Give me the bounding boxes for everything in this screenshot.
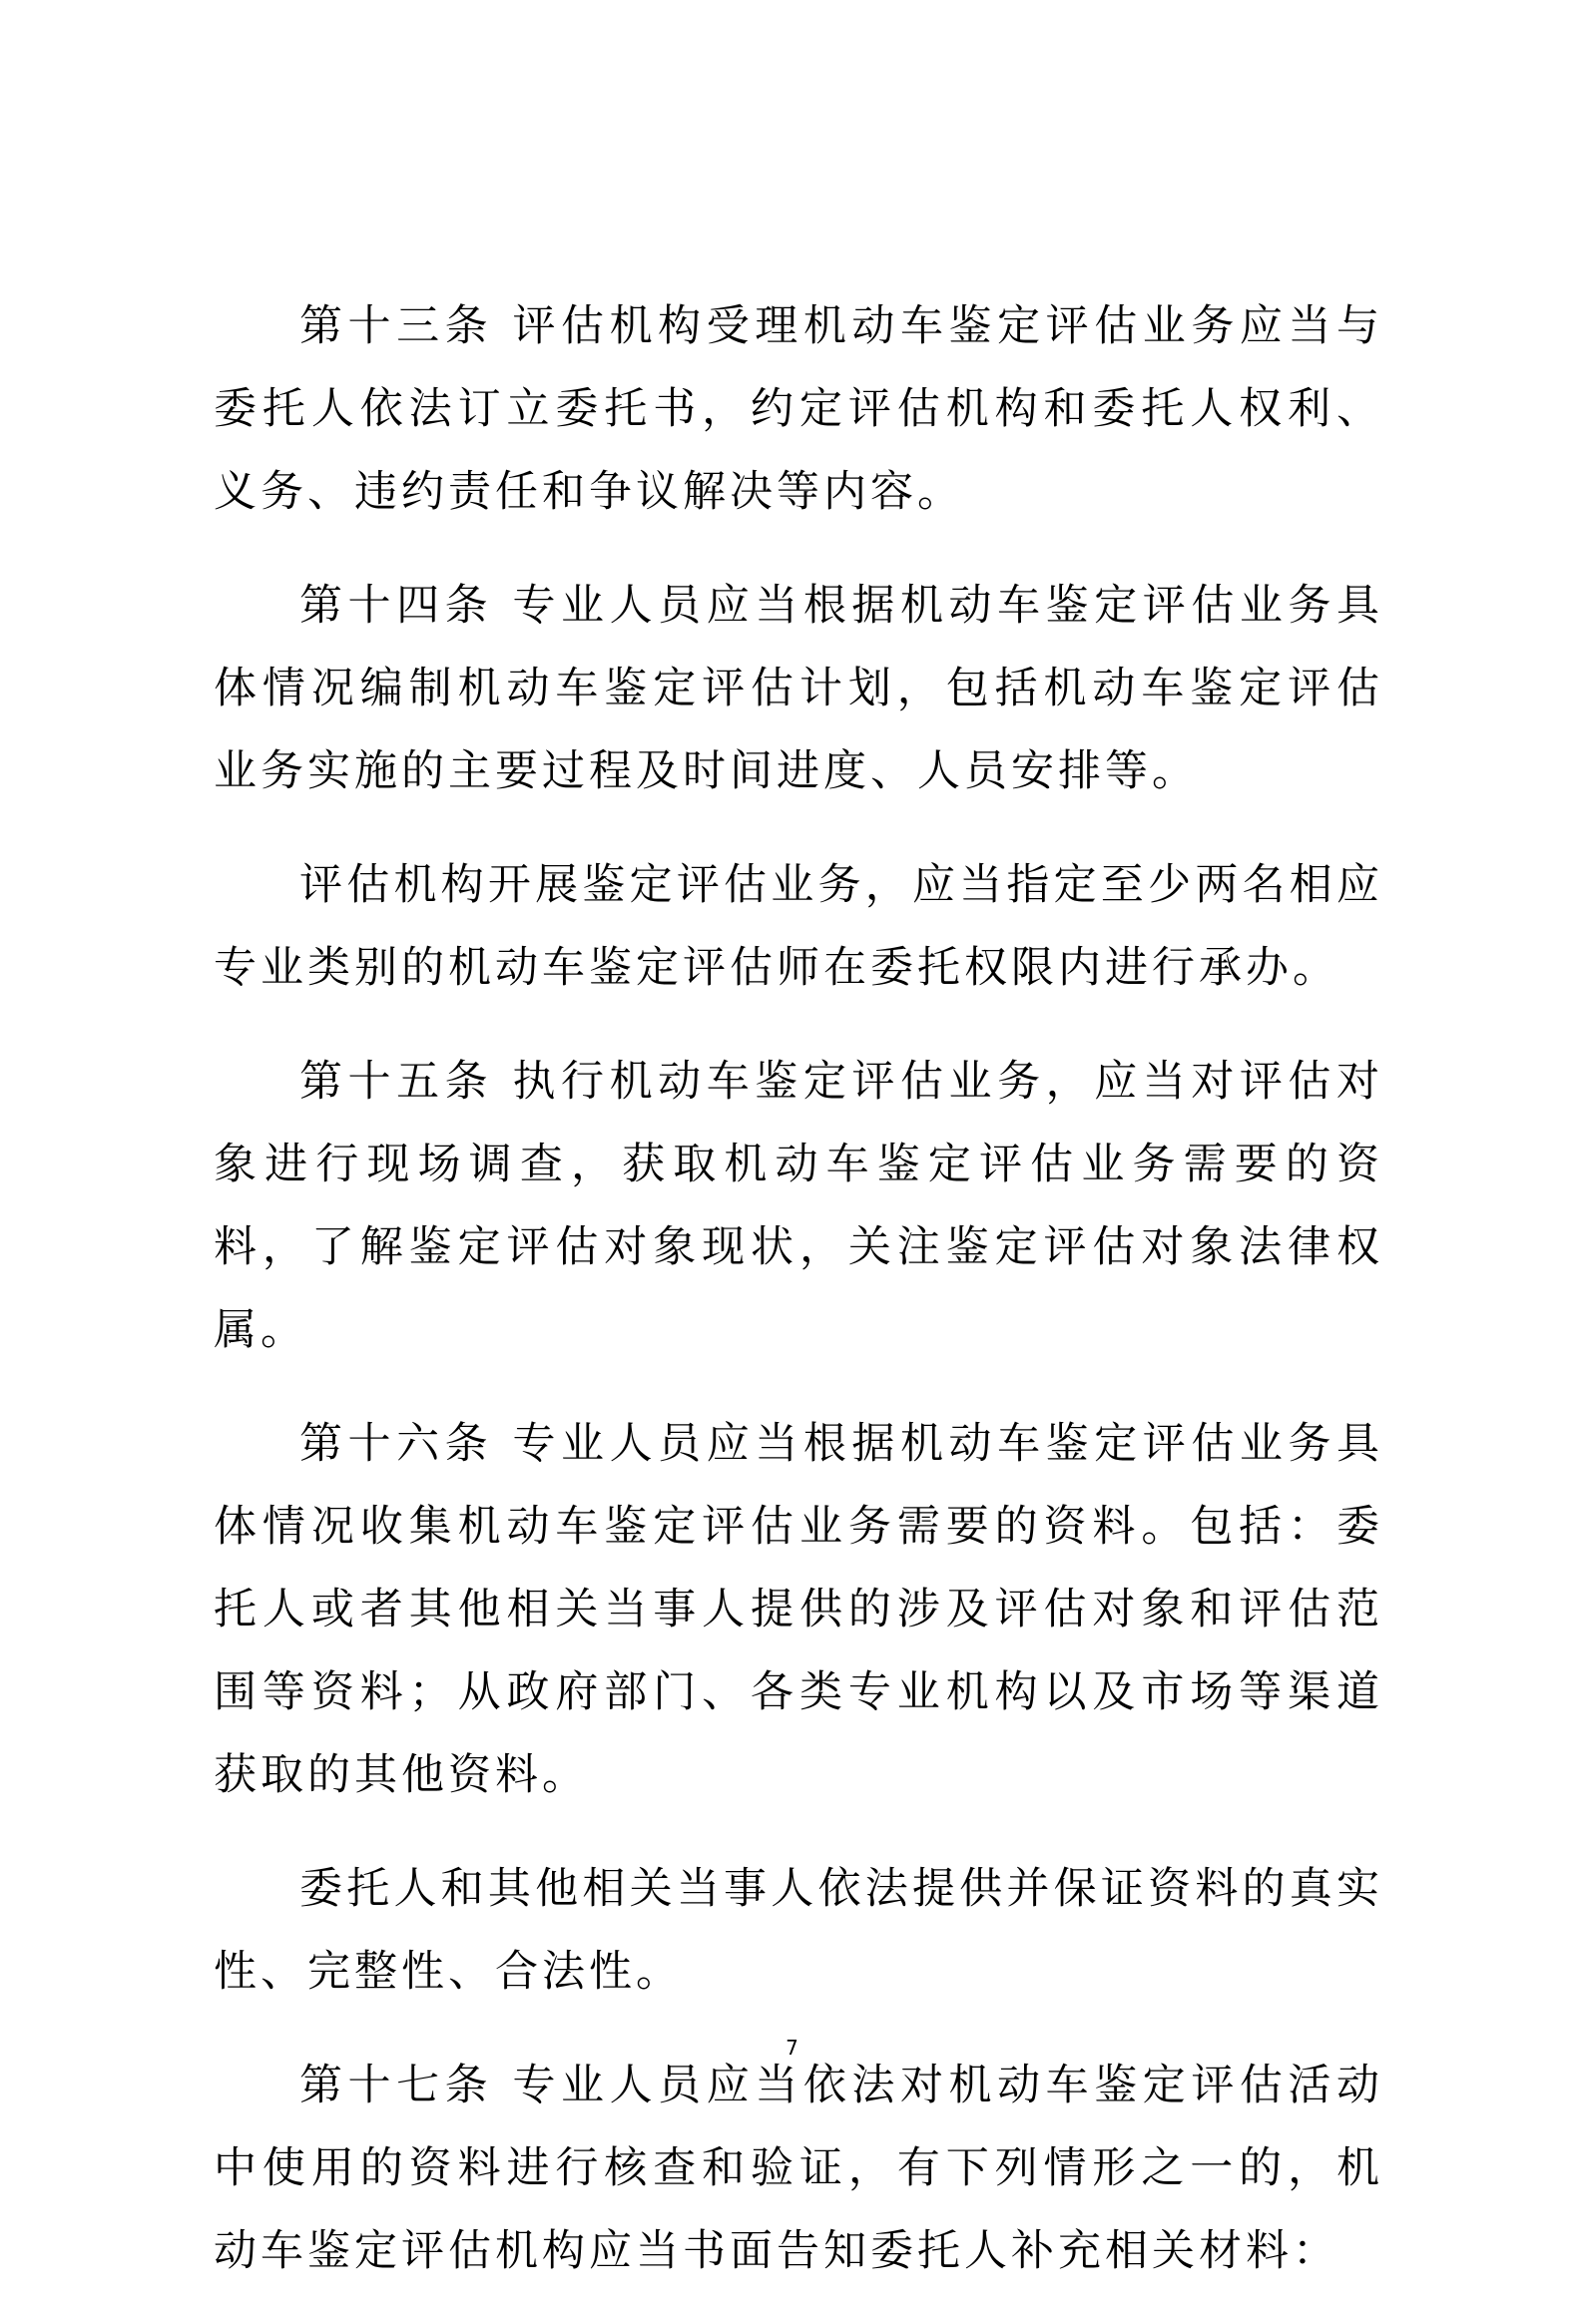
document-body	[214, 285, 1383, 2324]
paragraph-article-14-continued: 评估机构开展鉴定评估业务，应当指定至少两名相应专业类别的机动车鉴定评估师在委托权限内进行承办。	[214, 860, 1383, 993]
paragraph-article-14: 第十四条 专业人员应当根据机动车鉴定评估业务具体情况编制机动车鉴定评估计划，包括机动车鉴定评估业务实施的主要过程及时间进度、人员安排等。	[214, 581, 1383, 796]
paragraph-article-13: 第十三条 评估机构受理机动车鉴定评估业务应当与委托人依法订立委托书，约定评估机构和委托人权利、义务、违约责任和争议解决等内容。	[214, 301, 1383, 517]
paragraph-article-17: 第十七条 专业人员应当依法对机动车鉴定评估活动中使用的资料进行核查和验证，有下列情形之一的，机动车鉴定评估机构应当书面告知委托人补充相关材料：	[214, 2061, 1383, 2276]
paragraph-article-15: 第十五条 执行机动车鉴定评估业务，应当对评估对象进行现场调查，获取机动车鉴定评估业务需要的资料，了解鉴定评估对象现状，关注鉴定评估对象法律权属。	[214, 1057, 1383, 1355]
paragraph-article-16: 第十六条 专业人员应当根据机动车鉴定评估业务具体情况收集机动车鉴定评估业务需要的资料。包括：委托人或者其他相关当事人提供的涉及评估对象和评估范围等资料；从政府部门、各类专业机构以及市场等渠道获取的其他资料。	[214, 1419, 1383, 1800]
page-number: 7	[786, 2036, 798, 2060]
paragraph-article-16-continued: 委托人和其他相关当事人依法提供并保证资料的真实性、完整性、合法性。	[214, 1864, 1383, 1997]
